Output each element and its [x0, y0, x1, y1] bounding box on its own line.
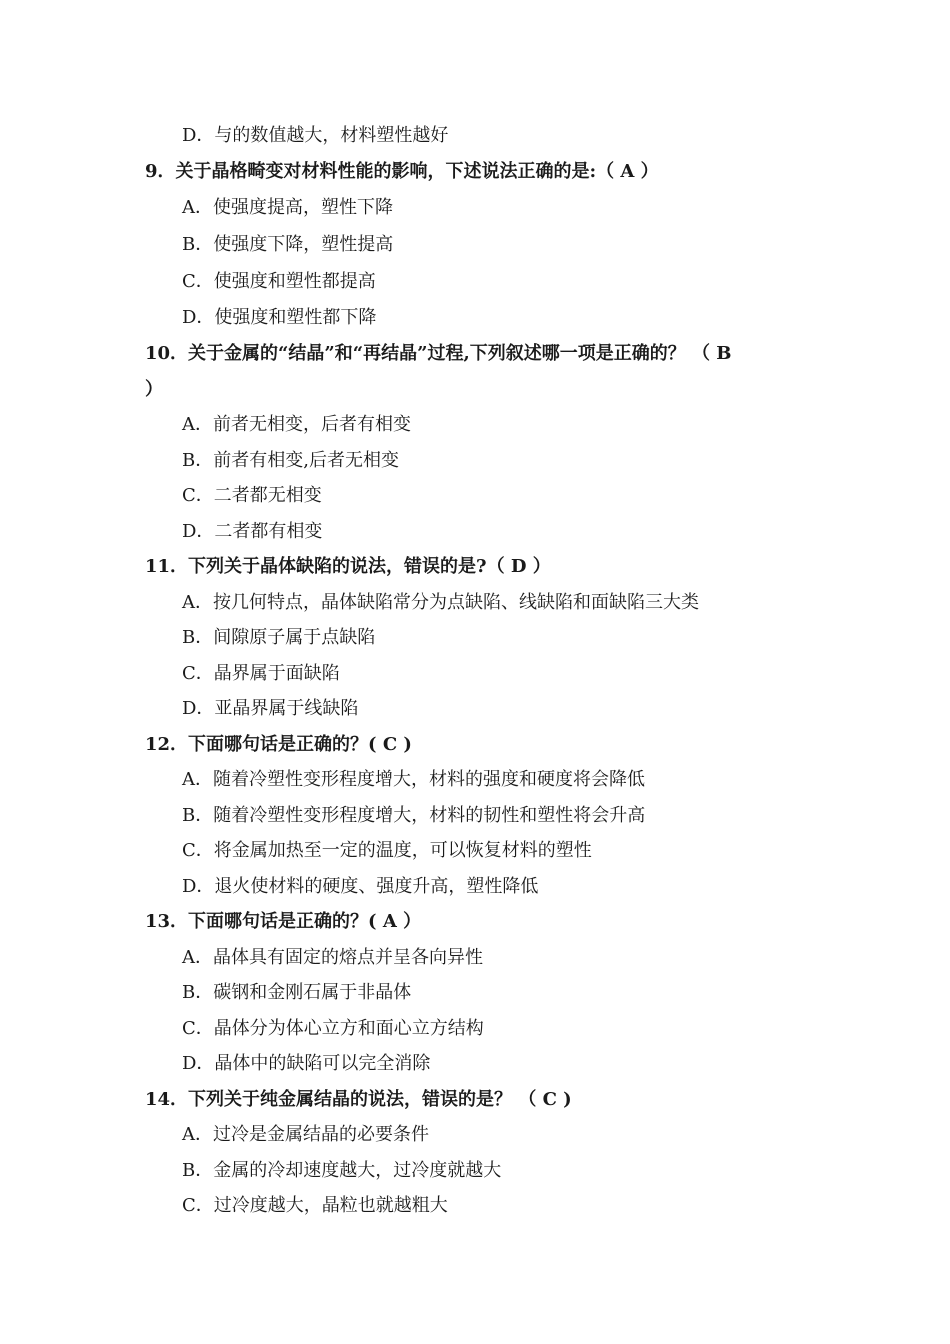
option-a: A．前者无相变，后者有相变	[182, 414, 411, 435]
option-d: D．退火使材料的硬度、强度升高，塑性降低	[182, 876, 539, 897]
question-12: 12．下面哪句话是正确的？( C )	[145, 734, 412, 755]
option-a: A．晶体具有固定的熔点并呈各向异性	[182, 947, 483, 968]
option-b: B．前者有相变,后者无相变	[182, 450, 399, 471]
question-10-continuation: ）	[145, 379, 163, 400]
option-c: C．将金属加热至一定的温度，可以恢复材料的塑性	[182, 840, 592, 861]
question-13: 13．下面哪句话是正确的？( A ）	[145, 911, 422, 932]
option-d: D．二者都有相变	[182, 521, 323, 542]
option-a: A．按几何特点，晶体缺陷常分为点缺陷、线缺陷和面缺陷三大类	[182, 592, 699, 613]
option-d: D．与的数值越大，材料塑性越好	[182, 125, 449, 146]
option-c: C．过冷度越大，晶粒也就越粗大	[182, 1195, 448, 1216]
option-a: A．随着冷塑性变形程度增大，材料的强度和硬度将会降低	[182, 769, 645, 790]
option-d: D．亚晶界属于线缺陷	[182, 698, 359, 719]
option-b: B．碳钢和金刚石属于非晶体	[182, 982, 412, 1003]
option-b: B．使强度下降，塑性提高	[182, 234, 394, 255]
option-c: C．晶体分为体心立方和面心立方结构	[182, 1018, 484, 1039]
question-11: 11．下列关于晶体缺陷的说法，错误的是?（ D ）	[145, 556, 551, 577]
option-c: C．使强度和塑性都提高	[182, 271, 376, 292]
option-c: C．二者都无相变	[182, 485, 322, 506]
option-a: A．使强度提高，塑性下降	[182, 197, 393, 218]
option-d: D．晶体中的缺陷可以完全消除	[182, 1053, 431, 1074]
question-9: 9．关于晶格畸变对材料性能的影响，下述说法正确的是:（ A ）	[145, 161, 659, 182]
option-a: A．过冷是金属结晶的必要条件	[182, 1124, 429, 1145]
option-b: B．随着冷塑性变形程度增大，材料的韧性和塑性将会升高	[182, 805, 646, 826]
option-b: B．间隙原子属于点缺陷	[182, 627, 376, 648]
option-c: C．晶界属于面缺陷	[182, 663, 340, 684]
question-14: 14．下列关于纯金属结晶的说法，错误的是？ （ C )	[145, 1089, 572, 1110]
option-d: D．使强度和塑性都下降	[182, 307, 377, 328]
option-b: B．金属的冷却速度越大，过冷度就越大	[182, 1160, 502, 1181]
question-10: 10．关于金属的“结晶”和“再结晶”过程,下列叙述哪一项是正确的？ （ B	[145, 343, 732, 364]
